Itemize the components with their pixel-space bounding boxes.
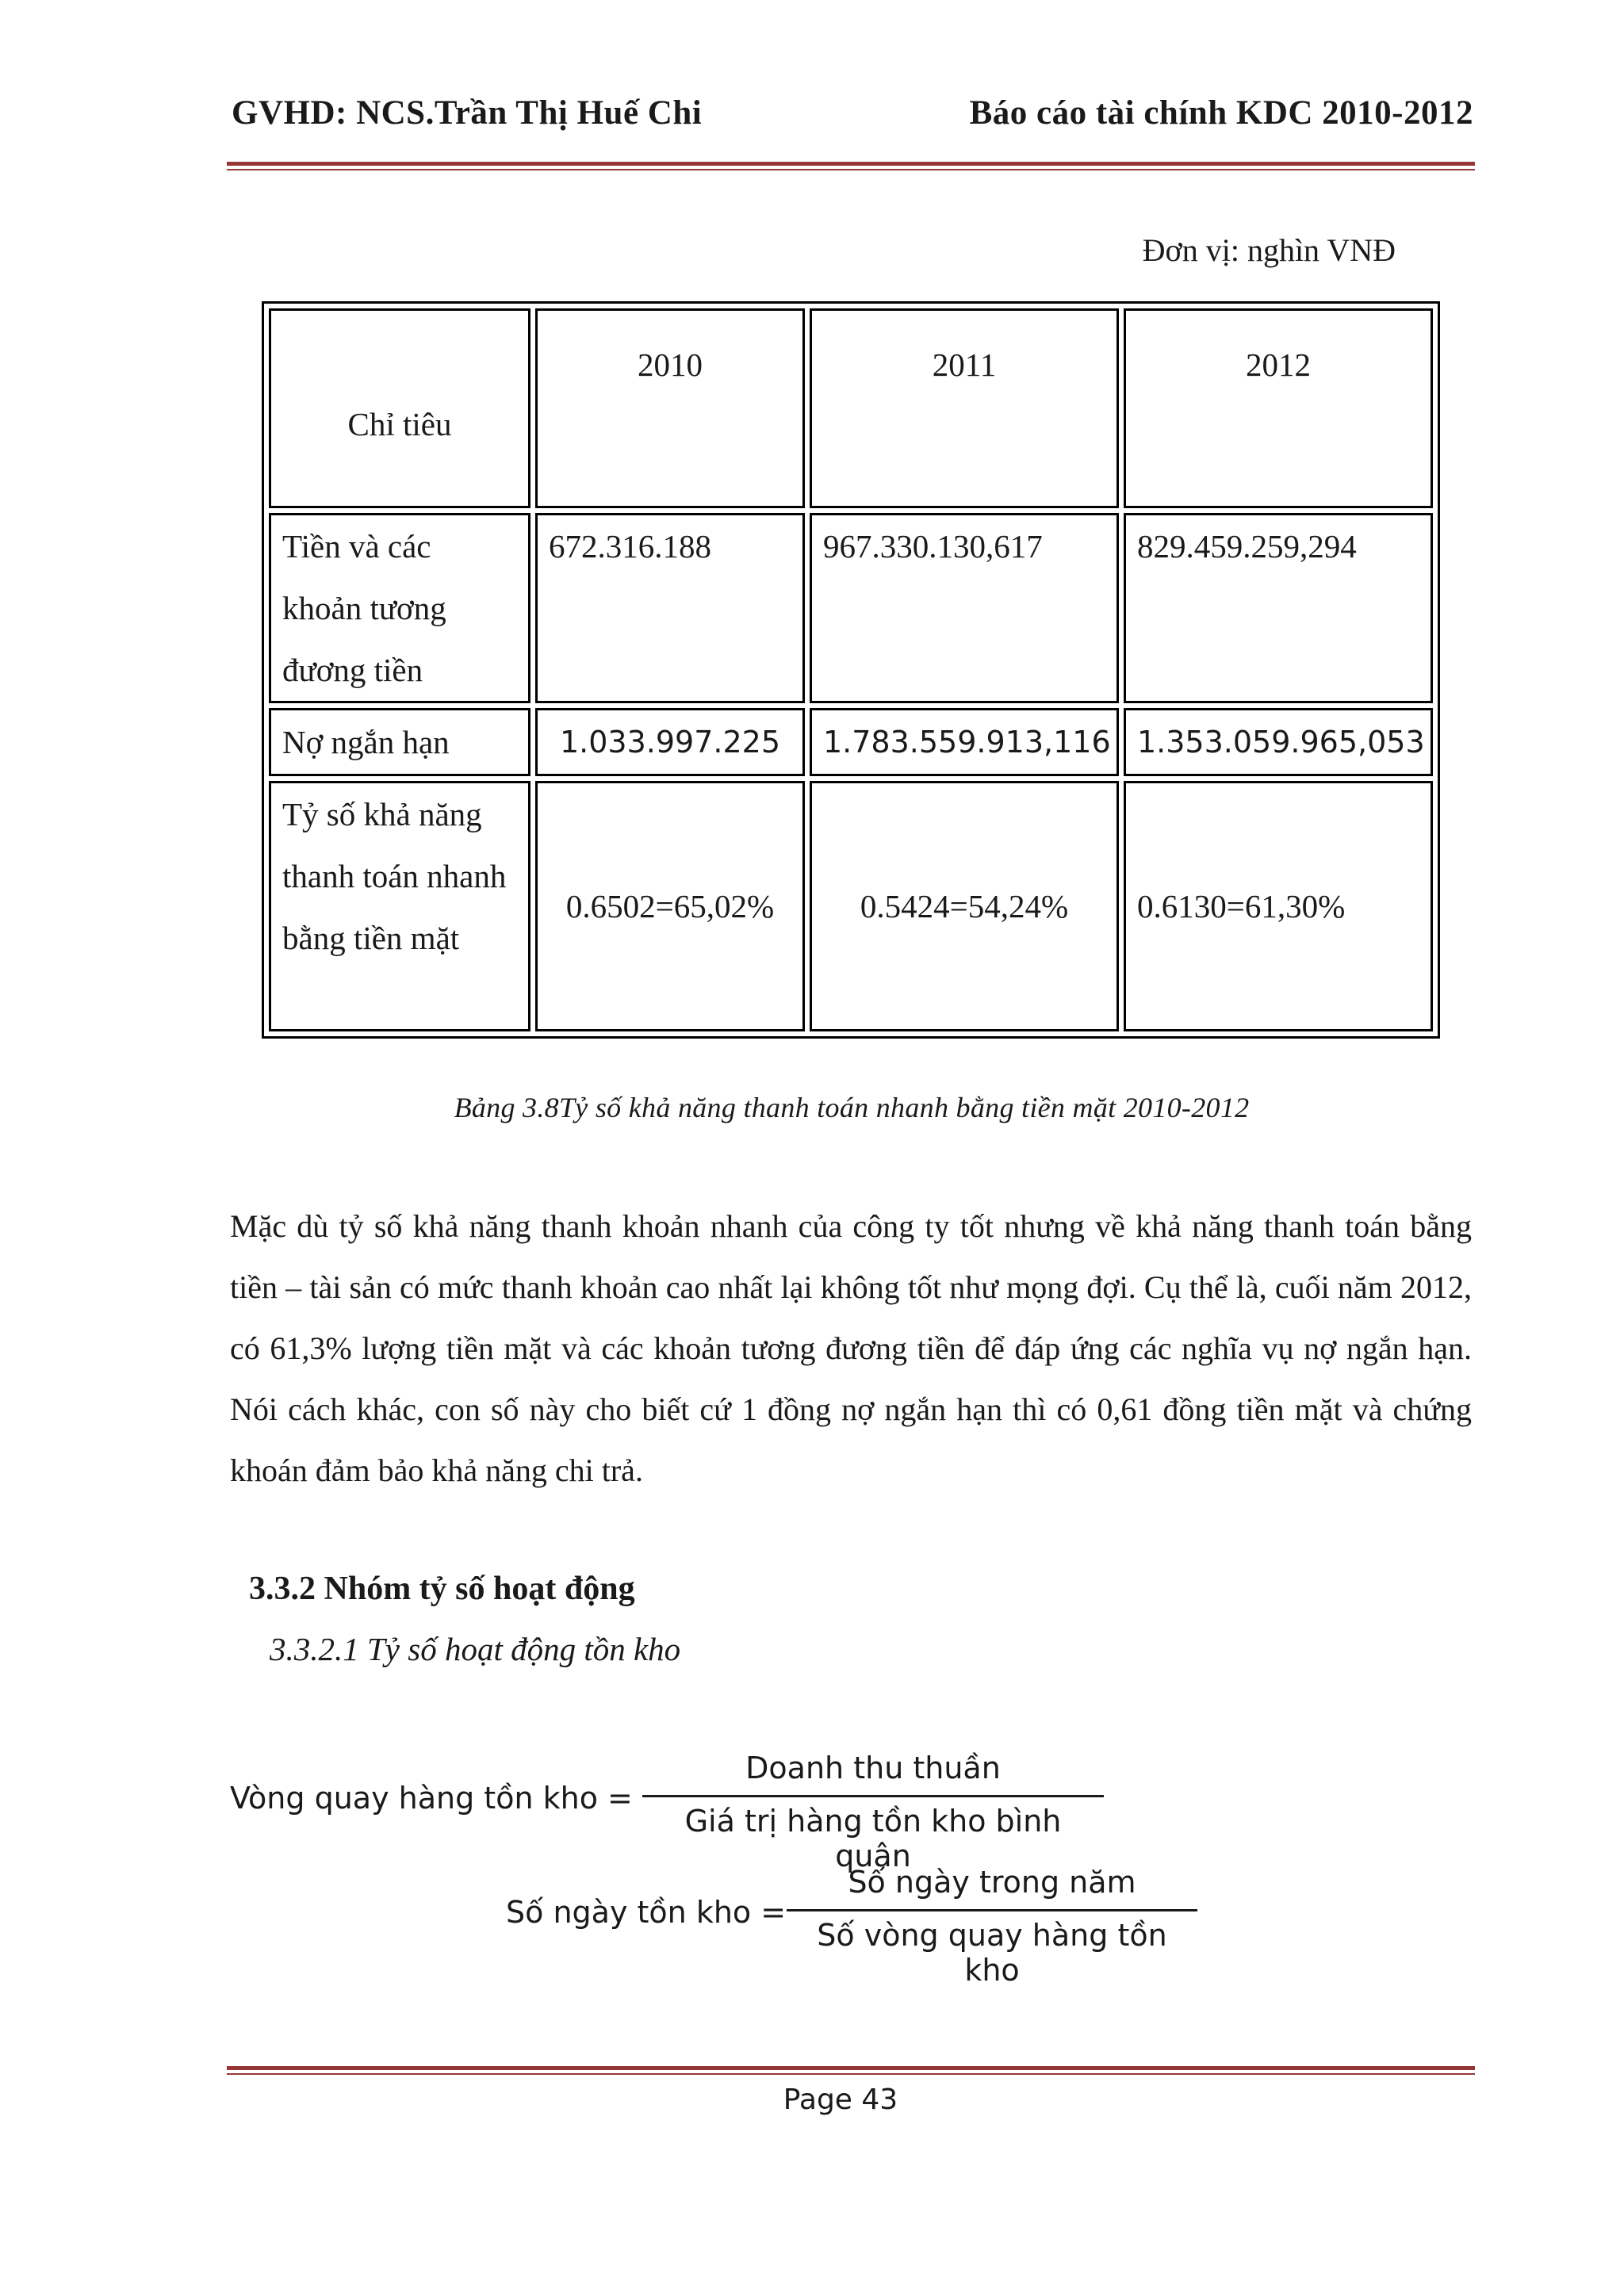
row-label: Nợ ngắn hạn: [269, 708, 530, 776]
formula-numerator: Doanh thu thuần: [745, 1751, 1001, 1785]
page-number: Page 43: [783, 2084, 898, 2116]
table-cell: 672.316.188: [535, 513, 805, 703]
table-header-row: [269, 308, 1433, 508]
footer-rule-thick: [227, 2066, 1475, 2070]
subsection-heading: 3.3.2.1 Tỷ số hoạt động tồn kho: [270, 1631, 681, 1667]
header-left: GVHD: NCS.Trần Thị Huế Chi: [232, 94, 703, 132]
formula-lhs: Vòng quay hàng tồn kho =: [230, 1781, 633, 1816]
table-cell: 1.353.059.965,053: [1124, 708, 1433, 776]
formula-fraction: [787, 1865, 1197, 1988]
row-label: [269, 513, 530, 703]
header-right: Báo cáo tài chính KDC 2010-2012: [969, 94, 1473, 132]
table-cell: 1.783.559.913,116: [810, 708, 1119, 776]
table-cell: 0.6130=61,30%: [1124, 781, 1433, 1031]
formula-denominator: Số vòng quay hàng tồn kho: [817, 1918, 1167, 1988]
header-cell-label: Chỉ tiêu: [269, 308, 530, 508]
header-cell-year: 2012: [1124, 308, 1433, 508]
header-cell-year: 2011: [810, 308, 1119, 508]
header-cell-year: 2010: [535, 308, 805, 508]
table-cell: 829.459.259,294: [1124, 513, 1433, 703]
table-caption: Bảng 3.8Tỷ số khả năng thanh toán nhanh bằng tiền mặt 2010-2012: [454, 1092, 1250, 1123]
row-label-text: Tiền và các khoản tương đương tiền: [282, 528, 446, 688]
formula-denominator: Giá trị hàng tồn kho bình quân: [684, 1804, 1062, 1873]
formula-numerator: Số ngày trong năm: [848, 1865, 1136, 1900]
table-row: [269, 708, 1433, 776]
formula-lhs: Số ngày tồn kho =: [506, 1895, 787, 1930]
table-cell: 967.330.130,617: [810, 513, 1119, 703]
section-heading: 3.3.2 Nhóm tỷ số hoạt động: [249, 1571, 635, 1607]
footer-rule-thin: [227, 2073, 1475, 2075]
row-label: Tỷ số khả năng thanh toán nhanh bằng tiền mặt: [269, 781, 530, 1031]
table-row: [269, 513, 1433, 703]
table-cell: 0.6502=65,02%: [535, 781, 805, 1031]
table-cell: 0.5424=54,24%: [810, 781, 1119, 1031]
formula-fraction: [642, 1751, 1104, 1873]
liquidity-table: [262, 301, 1440, 1039]
header-rule-thick: [227, 162, 1475, 166]
table-row: [269, 781, 1433, 1031]
unit-note: Đơn vị: nghìn VNĐ: [1142, 232, 1396, 268]
body-paragraph: Mặc dù tỷ số khả năng thanh khoản nhanh của công ty tốt nhưng về khả năng thanh toán bằng tiền – tài sản có mức thanh khoản cao nhất lại không tốt như mọng đợi. Cụ thể là, cuối năm 2012, có 61,3% lượng tiền mặt và các khoản tương đương tiền để đáp ứng các nghĩa vụ nợ ngắn hạn. Nói cách khác, con số này cho biết cứ 1 đồng nợ ngắn hạn thì có 0,61 đồng tiền mặt và chứng khoán đảm bảo khả năng chi trả.: [230, 1208, 1472, 1488]
header-rule-thin: [227, 169, 1475, 170]
table-cell: 1.033.997.225: [535, 708, 805, 776]
